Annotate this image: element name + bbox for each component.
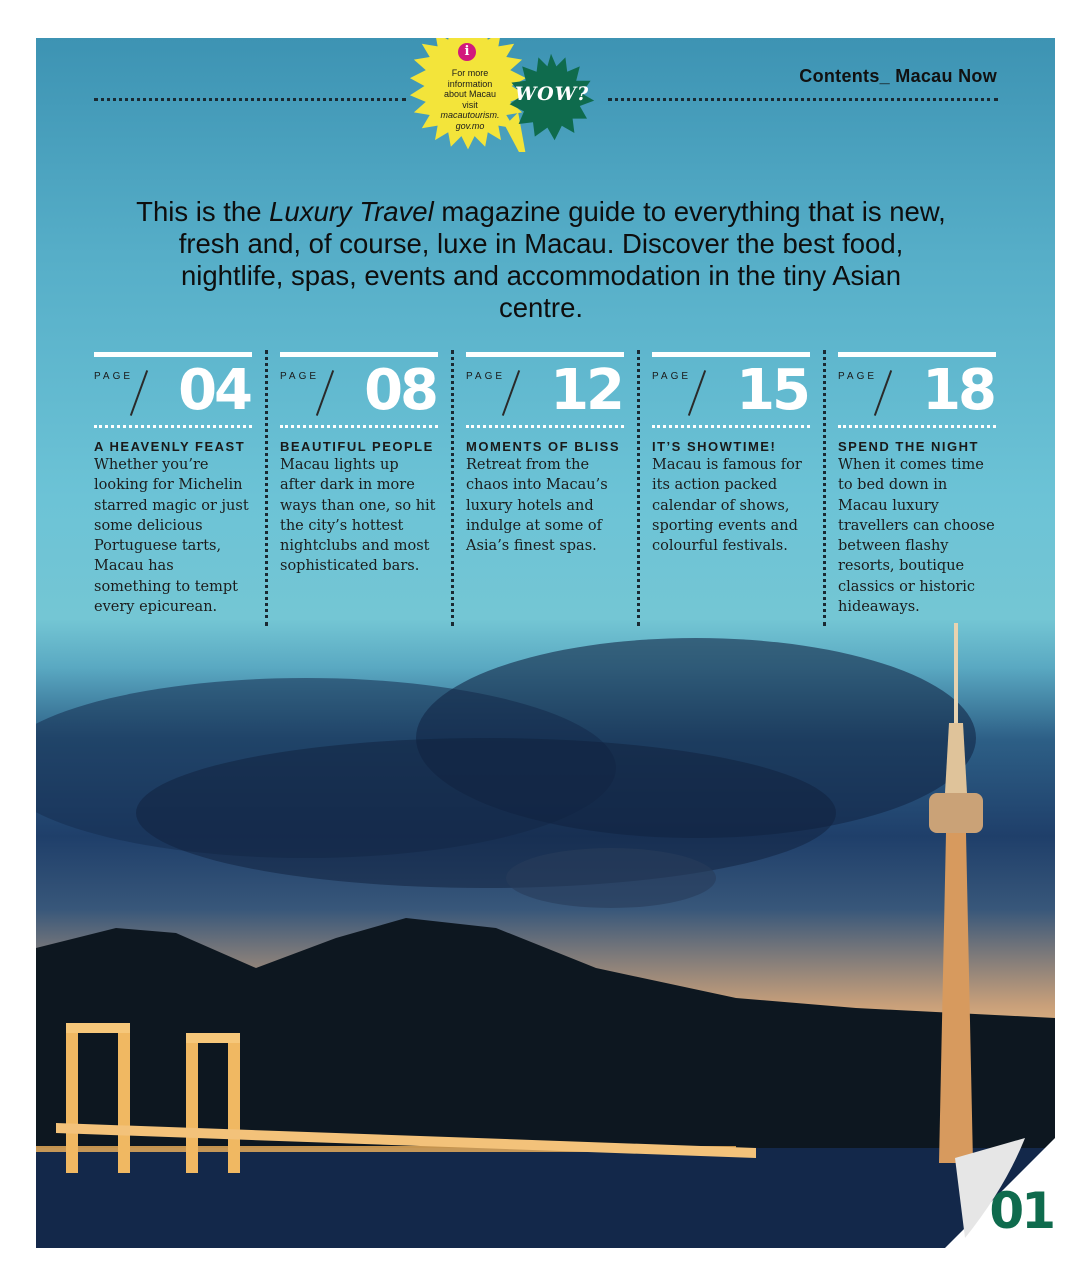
contents-entry[interactable] — [94, 352, 252, 617]
page-reference — [94, 358, 252, 423]
entry-bar — [94, 352, 252, 357]
info-line: information — [447, 78, 493, 89]
header-rule-right — [608, 98, 998, 101]
magazine-page — [36, 38, 1055, 1248]
intro-text: This is the — [136, 196, 270, 227]
column-divider — [823, 350, 826, 626]
contents-entry[interactable] — [466, 352, 624, 556]
page-number: 18 — [922, 358, 994, 423]
page-number: 15 — [736, 358, 808, 423]
entry-body: Retreat from the chaos into Macau’s luxury hotels and indulge at some of Asia’s finest spas. — [466, 457, 608, 555]
entry-bar — [466, 352, 624, 357]
intro-paragraph — [136, 196, 946, 324]
info-note — [432, 68, 508, 131]
entry-bar — [280, 352, 438, 357]
entry-heading: IT’S SHOWTIME! — [652, 439, 777, 454]
page-label: PAGE — [838, 371, 878, 382]
info-url[interactable]: macautourism. — [440, 110, 500, 120]
entry-rule — [466, 425, 624, 428]
entry-body: When it comes time to bed down in Macau luxury travellers can choose between flashy resorts, boutique classics or historic hideaways. — [838, 457, 995, 616]
column-divider — [265, 350, 268, 626]
page-number: 08 — [364, 358, 436, 423]
info-icon: i — [458, 43, 476, 61]
entry-rule — [94, 425, 252, 428]
entry-body: Macau lights up after dark in more ways than one, so hit the city’s hottest nightclubs and most sophisticated bars. — [280, 457, 436, 575]
page-reference — [652, 358, 810, 423]
info-url[interactable]: gov.mo — [455, 120, 485, 131]
entry-heading: A HEAVENLY FEAST — [94, 439, 246, 454]
entry-rule — [838, 425, 996, 428]
page-label: PAGE — [652, 371, 692, 382]
page-label: PAGE — [466, 371, 506, 382]
entry-bar — [652, 352, 810, 357]
folio-page-number: 01 — [989, 1182, 1053, 1240]
contents-entry[interactable] — [280, 352, 438, 577]
entry-rule — [280, 425, 438, 428]
contents-entry[interactable] — [838, 352, 996, 617]
entry-bar — [838, 352, 996, 357]
entry-body: Macau is famous for its action packed calendar of shows, sporting events and colourful festivals. — [652, 457, 802, 555]
page-reference — [838, 358, 996, 423]
column-divider — [637, 350, 640, 626]
page-label: PAGE — [94, 371, 134, 382]
header-rule-left — [94, 98, 406, 101]
column-divider — [451, 350, 454, 626]
section-title: Contents_ Macau Now — [799, 66, 997, 86]
page-label: PAGE — [280, 371, 320, 382]
cloud-dark — [136, 738, 836, 888]
magazine-name: Luxury Travel — [269, 196, 434, 227]
intro-text: magazine guide to everything that is new, fresh and, of course, luxe in Macau. Discover the best food, nightlife, spas, events and accommodation in the tiny Asian centre. — [178, 196, 946, 323]
page-number: 04 — [178, 358, 250, 423]
wow-label: WOW? — [514, 83, 590, 105]
info-line: about Macau — [443, 89, 497, 99]
entry-body: Whether you’re looking for Michelin starred magic or just some delicious Portuguese tarts, Macau has something to tempt every epicurean. — [94, 457, 249, 616]
info-line: For more — [451, 68, 489, 78]
cloud-small — [506, 848, 716, 908]
info-line: visit — [462, 99, 478, 110]
bridge-illustration — [56, 1013, 756, 1183]
page-reference — [280, 358, 438, 423]
entry-heading: MOMENTS OF BLISS — [466, 439, 620, 454]
page-number: 12 — [550, 358, 622, 423]
macau-tower-illustration — [921, 623, 991, 1163]
entry-rule — [652, 425, 810, 428]
entry-heading: SPEND THE NIGHT — [838, 439, 979, 454]
entry-heading: BEAUTIFUL PEOPLE — [280, 439, 434, 454]
page-reference — [466, 358, 624, 423]
contents-entry[interactable] — [652, 352, 810, 556]
